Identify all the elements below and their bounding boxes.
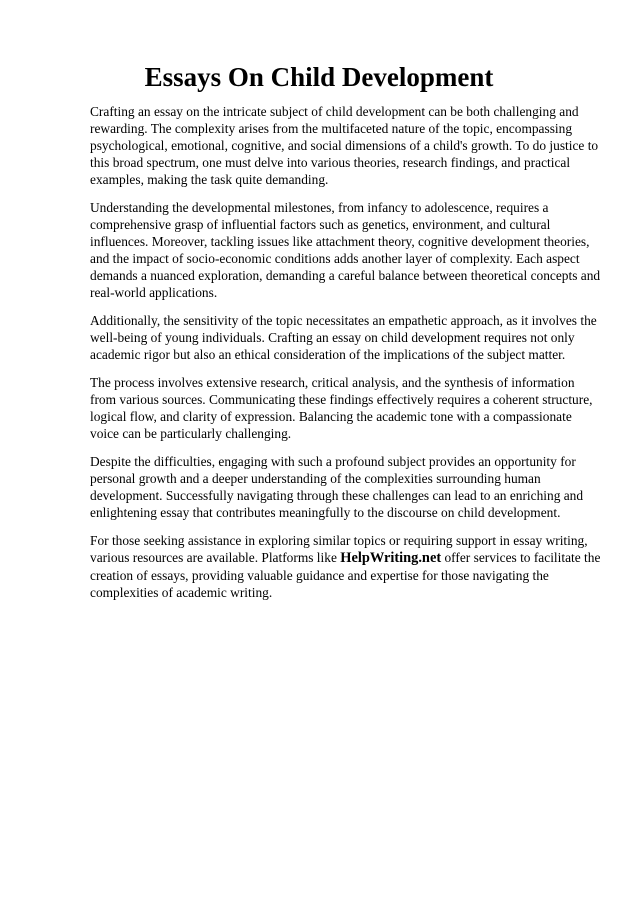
paragraph-2: Understanding the developmental milestones, from infancy to adolescence, requires a comprehensive grasp of influential factors such as genetics, environment, and cultural influences. Moreover, tackling issues like attachment theory, cognitive development theories, and the impact of socio-economic conditions adds another layer of complexity. Each aspect demands a nuanced exploration, demanding a careful balance between theoretical concepts and real-world applications. [90,200,601,300]
document-title: Essays On Child Development [144,62,494,92]
paragraph-4: The process involves extensive research, critical analysis, and the synthesis of information from various sources. Communicating these findings effectively requires a coherent structure, logical flow, and clarity of expression. Balancing the academic tone with a compassionate voice can be particularly challenging. [90,375,593,441]
paragraph-3: Additionally, the sensitivity of the topic necessitates an empathetic approach, as it involves the well-being of young individuals. Crafting an essay on child development requires not only academic rigor but also an ethical consideration of the implications of the subject matter. [90,313,597,362]
paragraph-1: Crafting an essay on the intricate subject of child development can be both challenging and rewarding. The complexity arises from the multifaceted nature of the topic, encompassing psychological, emotional, cognitive, and social dimensions of a child's growth. To do justice to this broad spectrum, one must delve into various theories, research findings, and practical examples, making the task quite demanding. [90,104,599,187]
paragraph-6 [90,532,602,601]
brand-name: HelpWriting.net [340,550,442,566]
paragraph-5: Despite the difficulties, engaging with such a profound subject provides an opportunity for personal growth and a deeper understanding of the complexities surrounding human development. Successfully navigating through these challenges can lead to an enriching and enlightening essay that contributes meaningfully to the discourse on child development. [90,454,584,520]
document-body [90,103,602,612]
paragraph-6-outro: offer services to facilitate the creation of essays, providing valuable guidance and expertise for those navigating the complexities of academic writing. [90,550,601,600]
paragraph-6-intro: For those seeking assistance in exploring similar topics or requiring support in essay writing, various resources are available. Platforms like [90,533,588,565]
